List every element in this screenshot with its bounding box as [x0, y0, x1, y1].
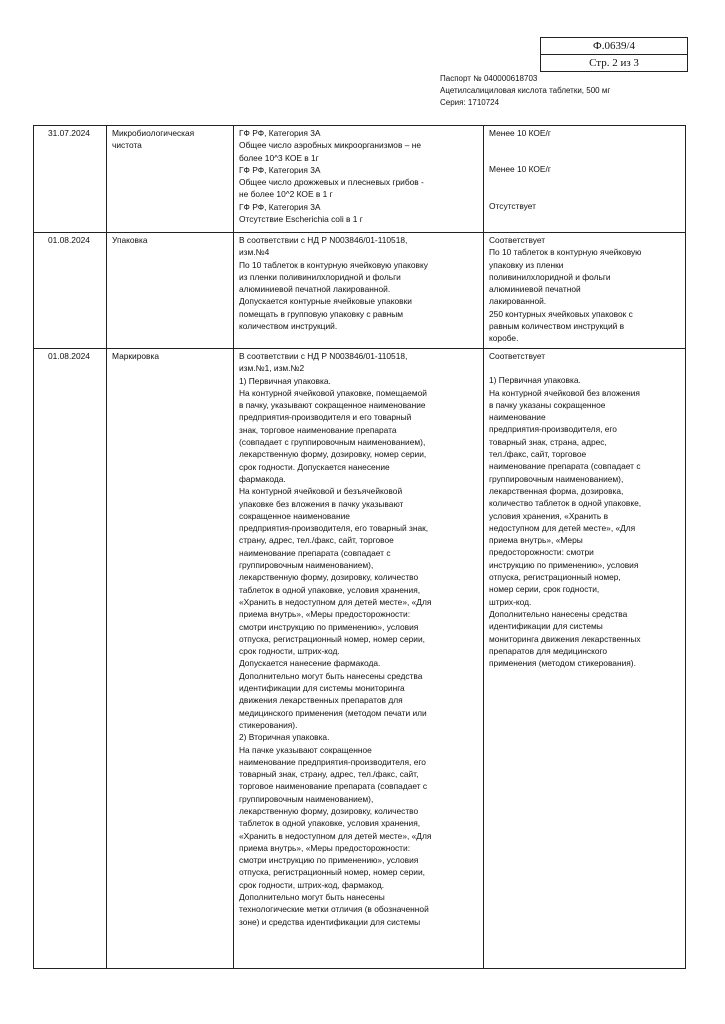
page-number: Стр. 2 из 3 — [541, 54, 687, 71]
form-code: Ф.0639/4 — [593, 40, 635, 52]
result-body: 1) Первичная упаковка. На контурной ячейковой без вложения в пачку указаны сокращенное наименование предприятия-производителя, его товарный знак, страна, адрес, тел./факс, сайт, торговое наименование препарата (совпадает с группировочным наименованием), лекарственная форма, дозировка, количество таблеток в одной упаковке, условия хранения, «Хранить в недоступном для детей месте», «Для приема внутрь», «Меры предосторожности: смотри инструкцию по применению», условия отпуска, регистрационный номер, номер серии, срок годности, штрих-код. Дополнительно нанесены средства идентификации для системы мониторинга движения лекарственных препаратов для медицинского применения (методом стикерования). — [489, 375, 642, 669]
indicator-cell: Микробиологическая чистота — [107, 126, 234, 233]
date-cell: 01.08.2024 — [34, 349, 107, 969]
form-code-box — [540, 37, 688, 72]
result-line: Менее 10 КОЕ/г — [489, 164, 551, 175]
result-line: Менее 10 КОЕ/г — [489, 128, 551, 138]
table-row — [34, 349, 686, 969]
series-number: Серия: 1710724 — [440, 98, 500, 107]
test-results-table — [33, 125, 686, 969]
result-cell — [484, 126, 686, 233]
table-row — [34, 233, 686, 349]
result-line: Отсутствует — [489, 200, 536, 211]
date-cell: 01.08.2024 — [34, 233, 107, 349]
requirement-cell: В соответствии с НД Р N003846/01-110518, изм.№1, изм.№2 1) Первичная упаковка. На контурной ячейковой упаковке, помещаемой в пачку, указывают сокращенное наименование предприятия-производителя и его товарный знак, торговое наименование препарата (совпадает с группировочным наименованием), лекарственную форму, дозировку, номер серии, срок годности. Допускается нанесение фармакода. На контурной ячейковой и безъячейковой упаковке без вложения в пачку указывают сокращенное наименование предприятия-производителя, его товарный знак, страну, адрес, тел./факс, сайт, торговое наименование препарата (совпадает с группировочным наименованием), лекарственную форму, дозировку, количество таблеток в одной упаковке, условия хранения, «Хранить в недоступном для детей месте», «Для приема внутрь», «Меры предосторожности: смотри инструкцию по применению», условия отпуска, регистрационный номер, номер серии, срок годности, штрих-код. Допускается нанесение фармакода. Дополнительно могут быть нанесены средства идентификации для системы мониторинга движения лекарственных препаратов для медицинского применения (методом печати или стикерования). 2) Вторичная упаковка. На пачке указывают сокращенное наименование предприятия-производителя, его товарный знак, страну, адрес, тел./факс, сайт, торговое наименование препарата (совпадает с группировочным наименованием), лекарственную форму, дозировку, количество таблеток в одной упаковке, условия хранения, «Хранить в недоступном для детей месте», «Для приема внутрь», «Меры предосторожности: смотри инструкцию по применению», условия отпуска, регистрационный номер, номер серии, срок годности, штрих-код, фармакод. Дополнительно могут быть нанесены технологические метки отличия (в обозначенной зоне) и средства идентификации для системы — [234, 349, 484, 969]
table-row — [34, 126, 686, 233]
indicator-cell: Маркировка — [107, 349, 234, 969]
date-cell: 31.07.2024 — [34, 126, 107, 233]
result-cell: Соответствует По 10 таблеток в контурную ячейковую упаковку из пленки поливинилхлоридной и фольги алюминиевой печатной лакированной. 250 контурных ячейковых упаковок с равным количеством инструкций в коробе. — [484, 233, 686, 349]
requirement-cell: ГФ РФ, Категория 3А Общее число аэробных микроорганизмов – не более 10^3 КОЕ в 1г ГФ РФ, Категория 3А Общее число дрожжевых и плесневых грибов - не более 10^2 КОЕ в 1 г ГФ РФ, Категория 3А Отсутствие Escherichia coli в 1 г — [234, 126, 484, 233]
passport-number: Паспорт № 040000618703 — [440, 74, 538, 83]
indicator-cell: Упаковка — [107, 233, 234, 349]
result-cell — [484, 349, 686, 969]
product-name: Ацетилсалициловая кислота таблетки, 500 мг — [440, 86, 611, 95]
passport-header — [440, 73, 610, 109]
requirement-cell: В соответствии с НД Р N003846/01-110518, изм.№4 По 10 таблеток в контурную ячейковую упаковку из пленки поливинилхлоридной и фольги алюминиевой печатной лакированной. Допускается контурные ячейковые упаковки помещать в групповую упаковку с равным количеством инструкций. — [234, 233, 484, 349]
result-head: Соответствует — [489, 351, 546, 361]
